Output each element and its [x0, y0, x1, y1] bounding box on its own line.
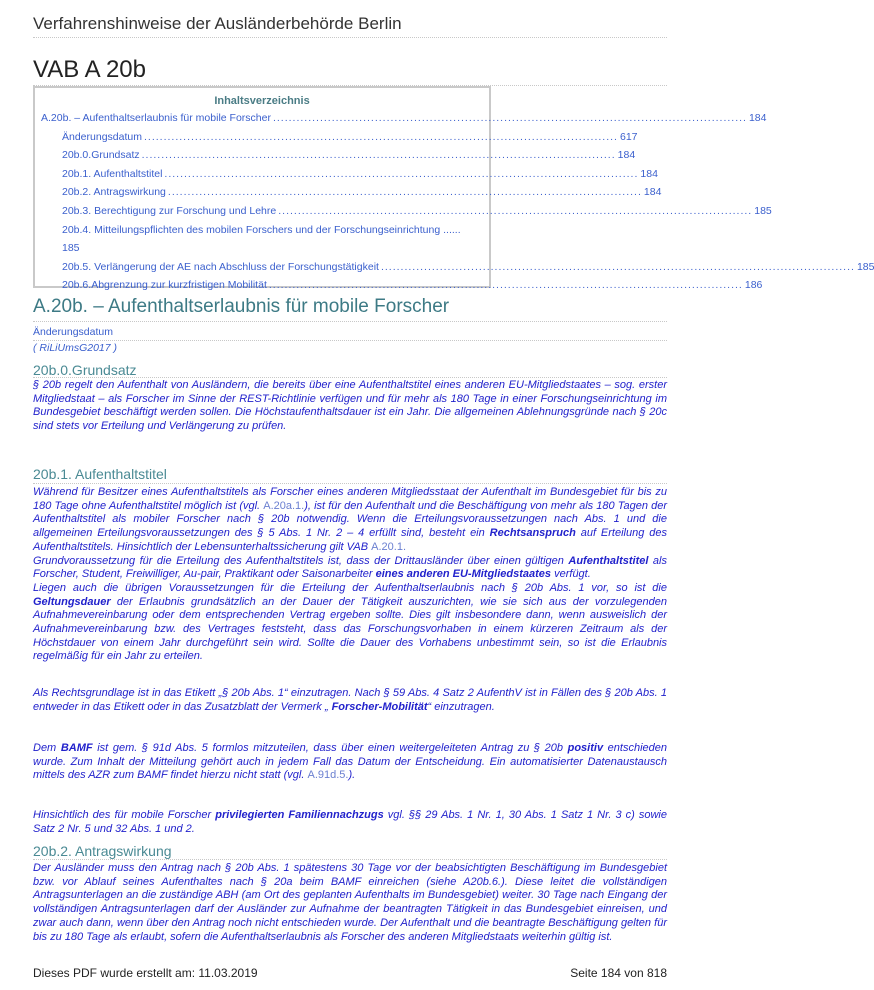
toc-item-page: 184: [617, 149, 636, 162]
toc-heading: Inhaltsverzeichnis: [214, 95, 310, 107]
toc-item-page: 184: [643, 186, 662, 199]
toc-item-page: 185: [856, 260, 874, 273]
toc-item-label: 20b.1. Aufenthaltstitel: [62, 167, 163, 180]
paragraph-antragswirkung: Der Ausländer muss den Antrag nach § 20b Abs. 1 spätestens 30 Tage vor der beabsichtigten Beschäftigung im Bundesgebiet bzw. vor Ablauf seines Aufenthaltes nach § 20a beim BAMF einreichen (siehe A20b.6.). Diese leitet die vollständigen Antragsunterlagen an die zuständige ABH (am Ort des geplanten Aufenthalts im Bundesgebiet) weiter. 30 Tage nach Eingang der vollständigen Antragsunterlagen darf der Ausländer zur Aufnahme der beantragten Tätigkeit in das Bundesgebiet einreisen, und zwar auch dann, wenn über den Antrag noch nicht entschieden wurde. Der Aufenthalt und die beantragte Beschäftigung gelten für bis zu 180 Tage als erlaubt, sofern die Aufenthaltserlaubnis als Forscher des anderen Mitgliedstaats weiterhin gültig ist.: [33, 862, 667, 943]
change-date-link[interactable]: ( RiLiUmsG2017 ): [33, 342, 118, 354]
document-title: VAB A 20b: [33, 56, 146, 83]
table-of-contents: [33, 86, 874, 292]
ref-link[interactable]: A.20.1.: [371, 540, 406, 553]
footer-page-number: Seite 184 von 818: [570, 966, 667, 980]
toc-item-label: 20b.6.Abgrenzung zur kurzfristigen Mobilität: [62, 279, 267, 292]
paragraph-aufenthaltstitel-2: Als Rechtsgrundlage ist in das Etikett „§ 20b Abs. 1“ einzutragen. Nach § 59 Abs. 4 Satz 2 AufenthV ist in Fällen des § 20b Abs. 1 entweder in das Etikett oder in das Zusatzblatt der Vermerk „ Forscher-Mobilität“ einzutragen.: [33, 687, 667, 713]
paragraph-aufenthaltstitel-3: Dem BAMF ist gem. § 91d Abs. 5 formlos mitzuteilen, dass über einen weitergeleiteten Antrag zu § 20b positiv entschieden wurde. Zum Inhalt der Mitteilung gehört auch in jedem Fall das Datum der Entscheidung. Ein automatisierter Datenaustausch mittels des AZR zum BAMF findet hierzu nicht statt (vgl. A.91d.5.).: [33, 742, 667, 782]
toc-item[interactable]: 20b.5. Verlängerung der AE nach Abschluss der Forschungstätigkeit ......................................................................................................................... 185: [35, 258, 489, 277]
paragraph-aufenthaltstitel-4: Hinsichtlich des für mobile Forscher privilegierten Familiennachzugs vgl. §§ 29 Abs. 1 Nr. 1, 30 Abs. 1 Satz 1 Nr. 3 c) sowie Satz 2 Nr. 5 und 32 Abs. 1 und 2.: [33, 809, 667, 835]
toc-item-page: 185: [62, 242, 80, 255]
subsection-title-grundsatz: 20b.0.Grundsatz: [33, 362, 137, 378]
toc-item[interactable]: 20b.4. Mitteilungspflichten des mobilen Forschers und der Forschungseinrichtung ...... 185: [62, 223, 461, 255]
toc-item-label: A.20b. – Aufenthaltserlaubnis für mobile Forscher: [41, 112, 271, 124]
toc-item[interactable]: Änderungsdatum ......................................................................................................................... 617: [35, 128, 489, 147]
ref-link[interactable]: A.91d.5.: [307, 769, 349, 782]
section-divider: [33, 321, 667, 322]
subsection-title-antragswirkung: 20b.2. Antragswirkung: [33, 843, 172, 859]
toc-item-label: 20b.5. Verlängerung der AE nach Abschluss der Forschungstätigkeit: [62, 260, 379, 273]
document-header: Verfahrenshinweise der Ausländerbehörde Berlin: [33, 14, 402, 33]
toc-item-page: 184: [640, 167, 658, 180]
toc-item[interactable]: 20b.6.Abgrenzung zur kurzfristigen Mobilität ......................................................................................................................... 186: [35, 276, 489, 295]
paragraph-aufenthaltstitel-1: Während für Besitzer eines Aufenthaltstitels als Forscher eines anderen Mitgliedsstaat der Aufenthalt im Bundesgebiet für bis zu 180 Tage ohne Aufenthaltstitel möglich ist (vgl. A.20a.1.), ist für den Aufenthalt und die Beschäftigung von mehr als 180 Tagen der Aufenthaltstitel als mobiler Forscher nach § 20b notwendig. Wenn die Erteilungsvoraussetzungen nach Abs. 1 und die allgemeinen Erteilungsvoraussetzungen des § 5 Abs. 1 Nr. 2 – 4 erfüllt sind, besteht ein Rechtsanspruch auf Erteilung des Aufenthaltstitels. Hinsichtlich der Lebensunterhaltssicherung gilt VAB A.20.1. Grundvoraussetzung für die Erteilung des Aufenthaltstitels ist, dass der Drittausländer über einen gültigen Aufenthaltstitel als Forscher, Student, Freiwilliger, Au-pair, Praktikant oder Saisonarbeiter eines anderen EU-Mitgliedstaates verfügt. Liegen auch die übrigen Voraussetzungen für die Erteilung der Aufenthaltserlaubnis nach § 20b Abs. 1 vor, so ist die Geltungsdauer der Erlaubnis grundsätzlich an der Dauer der Tätigkeit auszurichten, wie sie sich aus der vorzulegenden Aufnahmevereinbarung oder dem entsprechenden Vertrag ergeben sollte. Dies gilt insbesondere dann, wenn ausweislich der Aufnahmevereinbarung bzw. des Vertrages feststeht, dass das Forschungsvorhaben in einem kürzeren Zeitraum als der Höchstdauer von einem Jahr durchgeführt sein wird. Sollte die Dauer des Vorhabens unbestimmt sein, so ist die Erlaubnis regelmäßig für ein Jahr zu erteilen.: [33, 486, 667, 663]
toc-item[interactable]: 20b.0.Grundsatz ......................................................................................................................... 184: [35, 146, 489, 165]
toc-item-page: 186: [744, 279, 763, 292]
change-date-label: Änderungsdatum: [33, 326, 113, 338]
toc-item-label: Änderungsdatum: [62, 130, 142, 143]
subsection-divider: [33, 859, 667, 860]
toc-item-label: 20b.0.Grundsatz: [62, 149, 140, 162]
toc-item[interactable]: A.20b. – Aufenthaltserlaubnis für mobile Forscher ......................................................................................................................... 184: [35, 109, 489, 128]
header-divider: [33, 37, 667, 38]
toc-item-label: 20b.2. Antragswirkung: [62, 186, 166, 199]
toc-item-label: 20b.3. Berechtigung zur Forschung und Lehre: [62, 204, 277, 217]
toc-item-page: 185: [754, 204, 772, 217]
subsection-divider: [33, 483, 667, 484]
page-footer: [33, 966, 667, 980]
toc-item-page: 617: [619, 130, 638, 143]
toc-item-label: 20b.4. Mitteilungspflichten des mobilen Forschers und der Forschungseinrichtung: [62, 223, 441, 236]
change-date-divider: [33, 340, 667, 341]
subsection-title-aufenthaltstitel: 20b.1. Aufenthaltstitel: [33, 466, 167, 482]
toc-item[interactable]: 20b.1. Aufenthaltstitel ......................................................................................................................... 184: [35, 165, 489, 184]
toc-item[interactable]: 20b.3. Berechtigung zur Forschung und Lehre ......................................................................................................................... 185: [35, 202, 489, 221]
ref-link[interactable]: A.20a.1.: [263, 499, 305, 512]
footer-created-date: Dieses PDF wurde erstellt am: 11.03.2019: [33, 966, 258, 980]
toc-item-page: 184: [748, 112, 767, 124]
section-title: A.20b. – Aufenthaltserlaubnis für mobile Forscher: [33, 296, 450, 317]
toc-item[interactable]: 20b.2. Antragswirkung ......................................................................................................................... 184: [35, 183, 489, 202]
paragraph-grundsatz: § 20b regelt den Aufenthalt von Ausländern, die bereits über eine Aufenthaltstitel eines anderen EU-Mitgliedstaates – sog. erster Mitgliedstaat – als Forscher im Sinne der REST-Richtlinie verfügen und für mehr als 180 Tage in einer Forschungseinrichtung im Bundesgebiet beschäftigt werden sollen. Die Höchstaufenthaltsdauer ist ein Jahr. Die allgemeinen Ablehnungsgründe nach § 20c sind stets vor Erteilung und Verlängerung zu prüfen.: [33, 379, 667, 433]
subsection-divider: [33, 377, 667, 378]
